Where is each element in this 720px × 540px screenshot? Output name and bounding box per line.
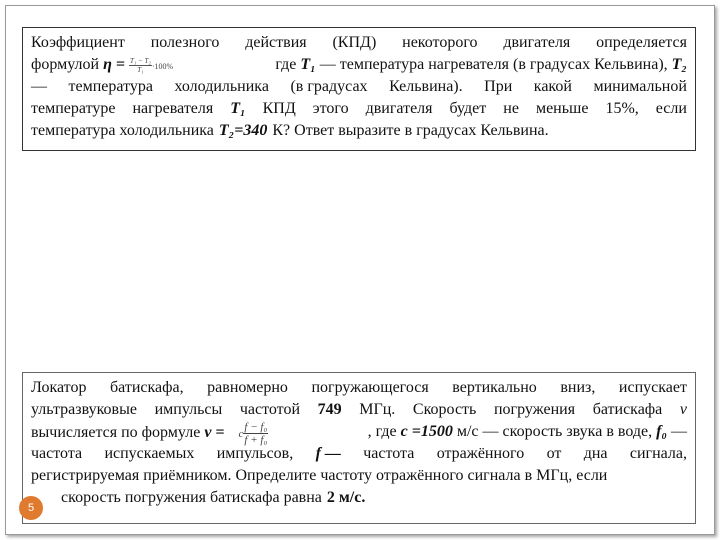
word: частота bbox=[31, 445, 83, 462]
formula-c: c bbox=[238, 428, 244, 441]
speed-value: 2 м/с. bbox=[326, 489, 366, 506]
efficiency-formula bbox=[129, 57, 152, 74]
word: температуре bbox=[31, 100, 116, 117]
problem-1-line-3 bbox=[31, 76, 687, 98]
text-segment: скорость погружения батискафа равна bbox=[61, 489, 322, 506]
word: погружающегося bbox=[311, 379, 429, 396]
text-segment: м/с — скорость звука в воде, bbox=[456, 423, 653, 440]
v-symbol: v bbox=[679, 401, 687, 418]
word: Кельвина). bbox=[389, 78, 463, 95]
word: КПД bbox=[262, 100, 296, 117]
problem-2-line-4 bbox=[31, 443, 687, 465]
word: равномерно bbox=[207, 379, 288, 396]
text-segment: температура холодильника bbox=[31, 122, 214, 139]
word: (в градусах bbox=[290, 78, 368, 95]
word: этого bbox=[312, 100, 349, 117]
word: определяется bbox=[596, 34, 687, 51]
problem-1-box bbox=[22, 27, 696, 151]
word: сигнала, bbox=[629, 445, 687, 462]
text-segment: регистрируемая приёмником. Определите частоту отражённого сигнала в МГц, если bbox=[31, 467, 608, 484]
word: будет bbox=[449, 100, 487, 117]
text-segment: , где bbox=[367, 423, 397, 440]
word: испускает bbox=[618, 379, 687, 396]
word: отражённого bbox=[436, 445, 525, 462]
word: испускаемых bbox=[104, 445, 195, 462]
slide-number-badge bbox=[19, 496, 43, 520]
slide-number: 5 bbox=[27, 502, 35, 514]
word: не bbox=[503, 100, 519, 117]
word: МГц. bbox=[359, 401, 396, 418]
problem-2-line-1 bbox=[31, 377, 687, 399]
c-value: c =1500 bbox=[400, 423, 453, 440]
word: импульсов, bbox=[216, 445, 294, 462]
problem-2-box bbox=[22, 372, 696, 524]
problem-2-line-5 bbox=[31, 465, 687, 487]
formula-numerator: f − f₀ bbox=[244, 421, 268, 433]
word: если bbox=[655, 100, 687, 117]
word: батискафа, bbox=[110, 379, 184, 396]
problem-1-line-5 bbox=[31, 120, 687, 142]
f0-symbol: f₀ bbox=[656, 423, 667, 440]
word: частотой bbox=[239, 401, 301, 418]
t2-symbol: T₂ bbox=[671, 56, 687, 73]
word: — bbox=[31, 78, 47, 95]
word: погружения bbox=[493, 401, 576, 418]
word: вертикально bbox=[452, 379, 537, 396]
word: ультразвуковые bbox=[31, 401, 137, 418]
t1-symbol: T₁ bbox=[230, 100, 246, 117]
text-segment: вычисляется по формуле bbox=[31, 424, 201, 442]
eta-symbol: η = bbox=[103, 56, 125, 73]
word: действия bbox=[245, 34, 307, 51]
text-segment: К? Ответ выразите в градусах Кельвина. bbox=[272, 122, 549, 139]
word: меньше bbox=[535, 100, 589, 117]
t1-symbol: T₁ bbox=[300, 56, 316, 73]
word: формулой bbox=[31, 56, 100, 73]
problem-2-line-6 bbox=[61, 487, 687, 509]
word: Локатор bbox=[31, 379, 87, 396]
word: некоторого bbox=[402, 34, 478, 51]
word: 15%, bbox=[605, 100, 639, 117]
word: полезного bbox=[150, 34, 220, 51]
word: температура bbox=[68, 78, 153, 95]
formula-denominator: f + f₀ bbox=[244, 434, 268, 446]
problem-2-line-2 bbox=[31, 399, 687, 421]
word: частота bbox=[363, 445, 415, 462]
word: какой bbox=[533, 78, 572, 95]
word: Скорость bbox=[412, 401, 477, 418]
word: Коэффициент bbox=[31, 34, 125, 51]
formula-numerator: T₁ − T₂ bbox=[130, 56, 151, 65]
problem-1-line-1 bbox=[31, 32, 687, 54]
word: от bbox=[546, 445, 562, 462]
text-segment: — bbox=[671, 423, 687, 440]
word: батискафа bbox=[592, 401, 663, 418]
word: вниз, bbox=[560, 379, 596, 396]
word: дна bbox=[583, 445, 608, 462]
problem-1-line-2 bbox=[31, 54, 687, 78]
t2-value: T₂=340 bbox=[218, 122, 268, 139]
formula-denominator: T₁ bbox=[137, 65, 144, 74]
word: двигателя bbox=[365, 100, 433, 117]
word: холодильника bbox=[174, 78, 269, 95]
word: (КПД) bbox=[332, 34, 377, 51]
word: импульсы bbox=[154, 401, 223, 418]
text-segment: — температура нагревателя (в градусах Кельвина), bbox=[319, 56, 668, 73]
word: При bbox=[484, 78, 513, 95]
f-symbol: f — bbox=[315, 445, 341, 462]
problem-1-line-4 bbox=[31, 98, 687, 120]
frequency-value: 749 bbox=[317, 401, 342, 418]
v-equals: v = bbox=[204, 424, 225, 442]
word: нагревателя bbox=[132, 100, 214, 117]
word: минимальной bbox=[593, 78, 687, 95]
formula-multiplier: ·100% bbox=[151, 62, 174, 71]
word: двигателя bbox=[503, 34, 571, 51]
word: где bbox=[275, 56, 297, 73]
